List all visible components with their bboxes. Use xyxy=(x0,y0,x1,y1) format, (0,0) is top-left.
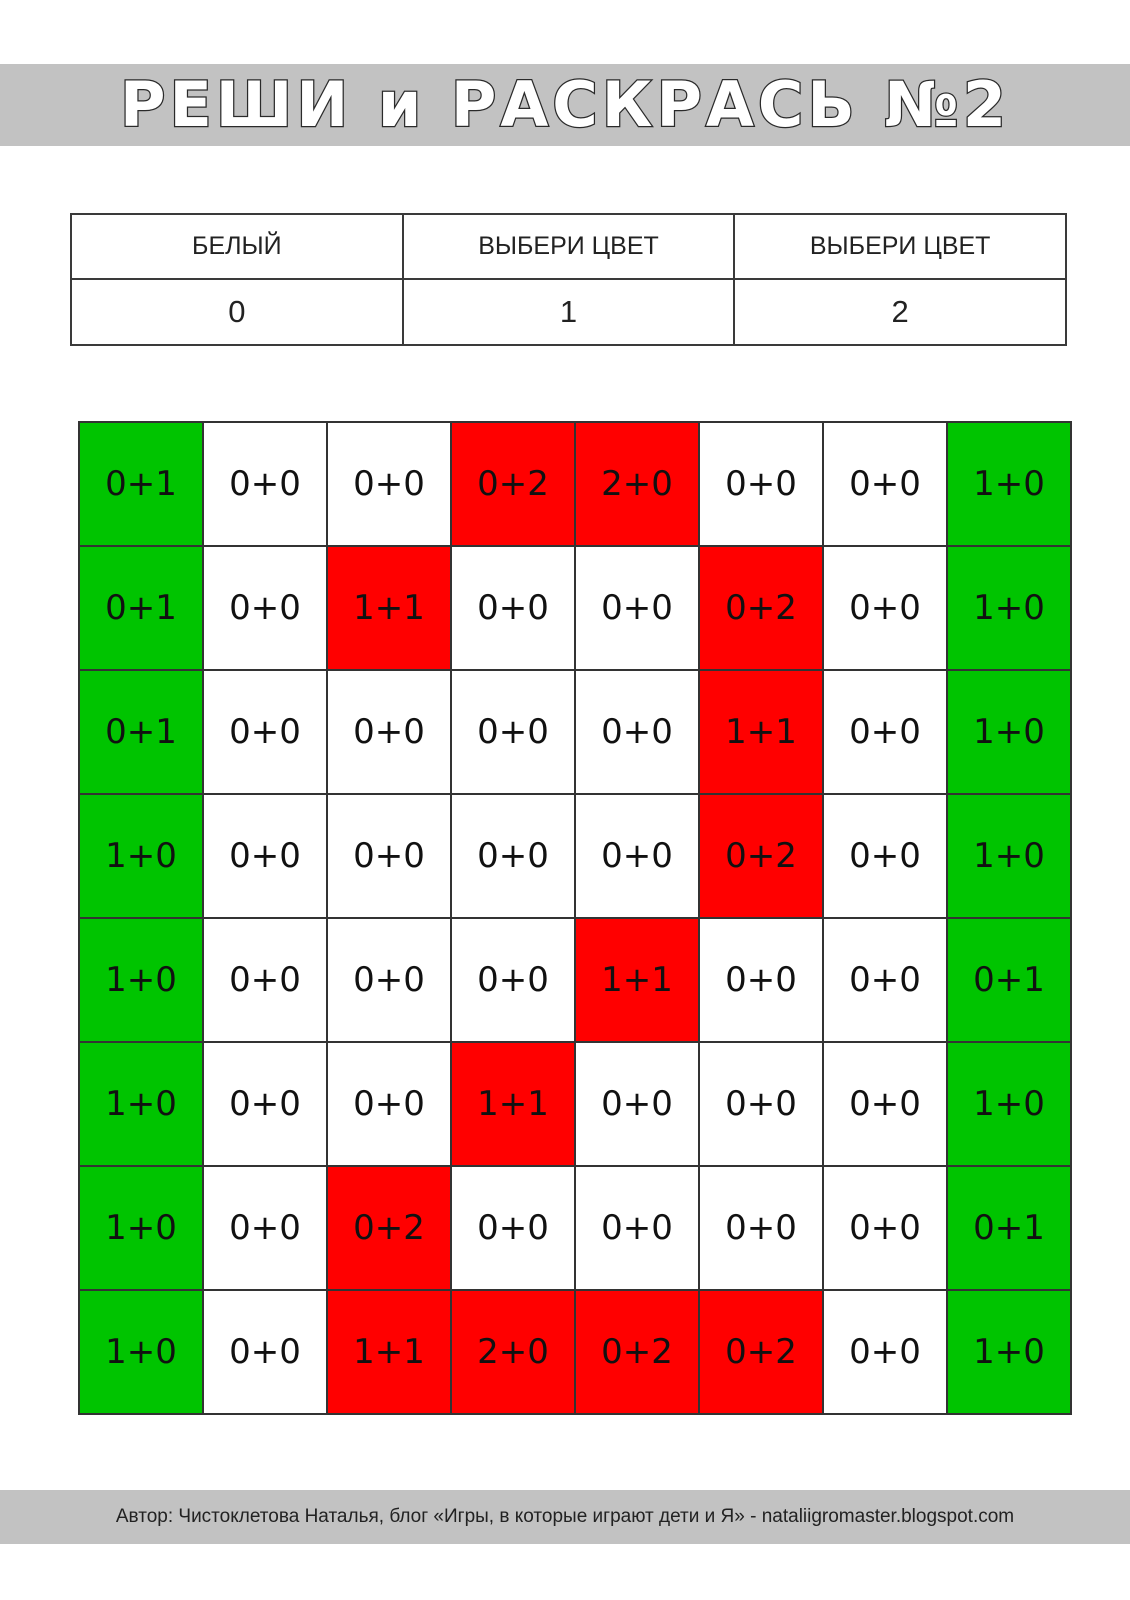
title-banner xyxy=(0,64,1130,146)
grid-cell[interactable]: 0+0 xyxy=(327,918,451,1042)
grid-cell[interactable]: 0+0 xyxy=(327,422,451,546)
grid-cell[interactable]: 1+0 xyxy=(79,1042,203,1166)
grid-cell[interactable]: 0+0 xyxy=(823,546,947,670)
grid-cell[interactable]: 0+0 xyxy=(699,1166,823,1290)
grid-cell[interactable]: 0+0 xyxy=(451,670,575,794)
grid-cell[interactable]: 0+0 xyxy=(451,918,575,1042)
grid-cell[interactable]: 1+0 xyxy=(79,918,203,1042)
grid-cell[interactable]: 0+0 xyxy=(203,422,327,546)
grid-cell[interactable]: 0+1 xyxy=(79,422,203,546)
legend-value-0: 0 xyxy=(71,279,403,345)
grid-cell[interactable]: 0+0 xyxy=(451,794,575,918)
legend-value-1: 1 xyxy=(403,279,735,345)
grid-cell[interactable]: 1+0 xyxy=(947,670,1071,794)
grid-cell[interactable]: 1+0 xyxy=(947,422,1071,546)
grid-cell[interactable]: 0+0 xyxy=(823,1290,947,1414)
grid-cell[interactable]: 0+0 xyxy=(203,1042,327,1166)
grid-cell[interactable]: 1+1 xyxy=(327,546,451,670)
grid-cell[interactable]: 0+0 xyxy=(823,794,947,918)
grid-cell[interactable]: 0+1 xyxy=(79,670,203,794)
grid-cell[interactable]: 0+0 xyxy=(575,1042,699,1166)
grid-cell[interactable]: 0+2 xyxy=(451,422,575,546)
grid-cell[interactable]: 0+1 xyxy=(947,918,1071,1042)
grid-cell[interactable]: 1+1 xyxy=(327,1290,451,1414)
author-credit: Автор: Чистоклетова Наталья, блог «Игры, в которые играют дети и Я» - nataliigromaster.blogspot.com xyxy=(115,1506,1015,1527)
grid-cell[interactable]: 1+0 xyxy=(947,1042,1071,1166)
grid-cell[interactable]: 0+0 xyxy=(203,794,327,918)
grid-cell[interactable]: 1+0 xyxy=(947,794,1071,918)
grid-cell[interactable]: 0+0 xyxy=(699,1042,823,1166)
grid-cell[interactable]: 0+1 xyxy=(79,546,203,670)
legend-header-row xyxy=(71,214,1066,279)
grid-cell[interactable]: 2+0 xyxy=(575,422,699,546)
legend-value-row xyxy=(71,279,1066,345)
grid-cell[interactable]: 0+0 xyxy=(327,1042,451,1166)
legend-header-white: БЕЛЫЙ xyxy=(71,214,403,279)
grid-cell[interactable]: 0+0 xyxy=(575,794,699,918)
grid-cell[interactable]: 0+2 xyxy=(699,1290,823,1414)
grid-cell[interactable]: 0+0 xyxy=(203,1290,327,1414)
grid-cell[interactable]: 0+1 xyxy=(947,1166,1071,1290)
grid-cell[interactable]: 0+0 xyxy=(451,1166,575,1290)
grid-cell[interactable]: 0+0 xyxy=(203,1166,327,1290)
color-legend-table xyxy=(70,213,1067,346)
grid-cell[interactable]: 1+0 xyxy=(79,1166,203,1290)
grid-cell[interactable]: 1+1 xyxy=(575,918,699,1042)
grid-cell[interactable]: 0+0 xyxy=(823,670,947,794)
footer-banner xyxy=(0,1490,1130,1544)
grid-cell[interactable]: 0+0 xyxy=(575,1166,699,1290)
coloring-grid xyxy=(78,421,1072,1415)
grid-cell[interactable]: 0+0 xyxy=(203,546,327,670)
grid-cell[interactable]: 0+0 xyxy=(823,422,947,546)
legend-header-choose-color-2: ВЫБЕРИ ЦВЕТ xyxy=(734,214,1066,279)
grid-cell[interactable]: 0+0 xyxy=(327,670,451,794)
legend-value-2: 2 xyxy=(734,279,1066,345)
page-title: РЕШИ и РАСКРАСЬ №2 xyxy=(120,68,1010,141)
grid-cell[interactable]: 1+0 xyxy=(79,794,203,918)
grid-cell[interactable]: 0+0 xyxy=(823,1166,947,1290)
grid-cell[interactable]: 0+0 xyxy=(699,422,823,546)
grid-cell[interactable]: 1+1 xyxy=(451,1042,575,1166)
grid-cell[interactable]: 1+0 xyxy=(947,1290,1071,1414)
grid-cell[interactable]: 0+0 xyxy=(823,1042,947,1166)
grid-cell[interactable]: 0+2 xyxy=(327,1166,451,1290)
grid-cell[interactable]: 0+0 xyxy=(575,546,699,670)
grid-cell[interactable]: 0+0 xyxy=(451,546,575,670)
grid-cell[interactable]: 0+0 xyxy=(699,918,823,1042)
grid-cell[interactable]: 0+0 xyxy=(203,918,327,1042)
grid-cell[interactable]: 1+1 xyxy=(699,670,823,794)
grid-cell[interactable]: 0+0 xyxy=(203,670,327,794)
grid-cell[interactable]: 2+0 xyxy=(451,1290,575,1414)
grid-cell[interactable]: 0+0 xyxy=(823,918,947,1042)
legend-header-choose-color-1: ВЫБЕРИ ЦВЕТ xyxy=(403,214,735,279)
grid-cell[interactable]: 0+2 xyxy=(699,546,823,670)
grid-cell[interactable]: 0+0 xyxy=(327,794,451,918)
grid-cell[interactable]: 1+0 xyxy=(947,546,1071,670)
grid-cell[interactable]: 0+2 xyxy=(575,1290,699,1414)
grid-cell[interactable]: 0+0 xyxy=(575,670,699,794)
grid-cell[interactable]: 1+0 xyxy=(79,1290,203,1414)
grid-cell[interactable]: 0+2 xyxy=(699,794,823,918)
